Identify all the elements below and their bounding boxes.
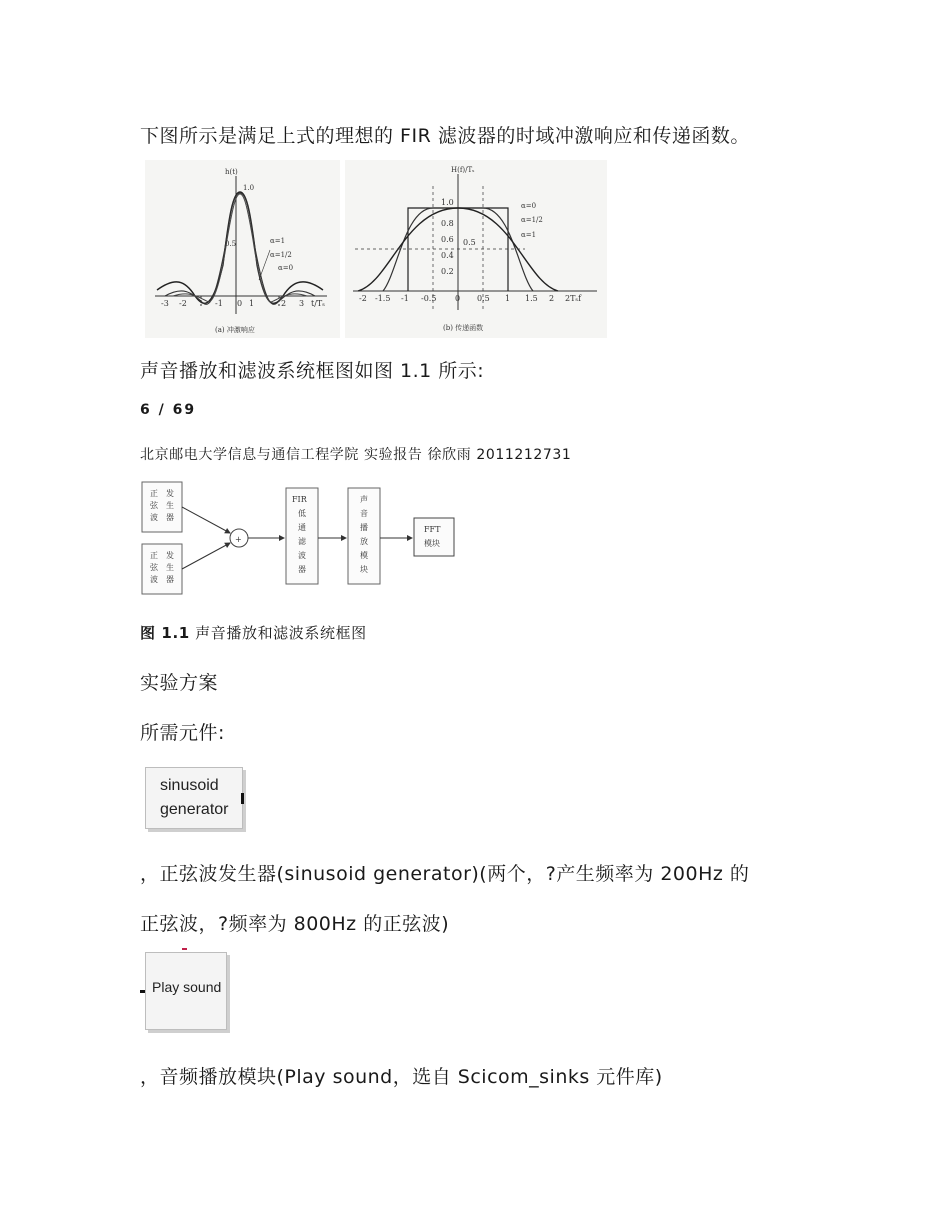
transfer-x-tick: 0.5 (477, 294, 490, 303)
impulse-tick: 0 (237, 299, 243, 308)
block-char: 波 (150, 513, 158, 522)
system-intro: 声音播放和滤波系统框图如图 1.1 所示: (140, 360, 485, 382)
play-sound-label: Play sound (152, 979, 222, 995)
transfer-y-tick: 0.5 (463, 238, 476, 247)
transfer-alpha-half: α=1/2 (521, 216, 543, 224)
page-number: 6 / 69 (140, 402, 197, 418)
event-port-icon (182, 948, 187, 950)
transfer-y-tick: 0.4 (441, 251, 454, 260)
transfer-x-unit: 2Tₛf (565, 294, 582, 303)
block-char: 器 (166, 575, 174, 584)
impulse-response-figure (145, 160, 340, 338)
transfer-caption: (b) 传递函数 (443, 324, 484, 332)
transfer-x-tick: -2 (359, 294, 367, 303)
transfer-x-tick: -1.5 (375, 294, 391, 303)
impulse-alpha-half: α=1/2 (270, 251, 292, 259)
block-char: 弦 (150, 501, 158, 510)
block-char: 正 (150, 551, 158, 560)
block-char: 模块 (424, 539, 440, 548)
sinusoid-generator-block (145, 767, 243, 829)
transfer-alpha-0: α=0 (521, 202, 537, 210)
block-char: 放 (360, 537, 368, 546)
input-port-icon (140, 990, 145, 993)
block-char: 生 (166, 563, 174, 572)
block-char: 波 (150, 575, 158, 584)
block-char: 声 (360, 495, 368, 504)
impulse-tick: -2 (179, 299, 187, 308)
block-char: 生 (166, 501, 174, 510)
block-char: FFT (424, 525, 441, 534)
block-char: 模 (360, 551, 368, 560)
impulse-half-label: 0.5 (225, 240, 237, 248)
block-char: 正 (150, 489, 158, 498)
section-title: 实验方案 (140, 672, 219, 694)
sinusoid-description-line2: 正弦波，?频率为 800Hz 的正弦波) (140, 913, 450, 935)
sinusoid-label-line1: sinusoid (160, 777, 219, 794)
transfer-y-tick: 0.8 (441, 219, 454, 228)
impulse-x-unit: t/Tₛ (311, 299, 325, 308)
figure-caption-text: 声音播放和滤波系统框图 (189, 624, 367, 642)
block-char: 发 (166, 551, 174, 560)
block-char: 音 (360, 509, 368, 518)
block-char: 器 (298, 565, 306, 574)
impulse-y-label: h(t) (225, 168, 238, 176)
block-char: 滤 (298, 537, 306, 546)
figure-caption (140, 622, 367, 643)
sine-generator-block-bottom (142, 544, 182, 594)
impulse-peak-label: 1.0 (243, 184, 255, 192)
block-char: 低 (298, 509, 306, 518)
transfer-y-tick: 0.2 (441, 267, 454, 276)
report-header: 北京邮电大学信息与通信工程学院 实验报告 徐欣雨 2011212731 (140, 447, 572, 463)
transfer-x-tick: 1.5 (525, 294, 538, 303)
transfer-y-label: H(f)/Tₛ (451, 166, 475, 174)
block-char: 播 (360, 523, 368, 532)
block-char: 通 (298, 523, 306, 532)
impulse-tick: 1 (249, 299, 255, 308)
impulse-alpha-1: α=1 (270, 237, 286, 245)
transfer-alpha-1: α=1 (521, 231, 537, 239)
adder-symbol: + (235, 535, 242, 544)
transfer-function-figure (345, 160, 607, 338)
figure-caption-number: 图 1.1 (140, 624, 190, 642)
transfer-x-tick: 2 (549, 294, 555, 303)
impulse-tick: 2 (281, 299, 287, 308)
block-char: 发 (166, 489, 174, 498)
block-char: FIR (292, 495, 307, 504)
transfer-y-tick: 1.0 (441, 198, 454, 207)
impulse-caption: (a) 冲激响应 (215, 326, 255, 334)
system-block-diagram (138, 478, 460, 596)
transfer-x-tick: 0 (455, 294, 461, 303)
block-char: 块 (360, 565, 368, 574)
output-port-icon (241, 793, 244, 804)
impulse-tick: -1 (215, 299, 223, 308)
play-sound-description: ，音频播放模块(Play sound，选自 Scicom_sinks 元件库) (140, 1066, 663, 1088)
sinusoid-description-line1: ，正弦波发生器(sinusoid generator)(两个，?产生频率为 200Hz 的 (140, 863, 750, 885)
impulse-tick: -3 (161, 299, 169, 308)
block-char: 弦 (150, 563, 158, 572)
impulse-alpha-0: α=0 (278, 264, 294, 272)
fft-block (414, 518, 454, 556)
play-sound-block (145, 952, 227, 1030)
components-title: 所需元件: (140, 722, 225, 744)
block-char: 器 (166, 513, 174, 522)
transfer-x-tick: 1 (505, 294, 511, 303)
intro-text: 下图所示是满足上式的理想的 FIR 滤波器的时域冲激响应和传递函数。 (140, 125, 750, 147)
sinusoid-label-line2: generator (160, 801, 229, 818)
transfer-x-tick: -0.5 (421, 294, 437, 303)
impulse-tick: 3 (299, 299, 305, 308)
transfer-x-tick: -1 (401, 294, 409, 303)
transfer-y-tick: 0.6 (441, 235, 454, 244)
sine-generator-block-top (142, 482, 182, 532)
block-char: 波 (298, 551, 306, 560)
